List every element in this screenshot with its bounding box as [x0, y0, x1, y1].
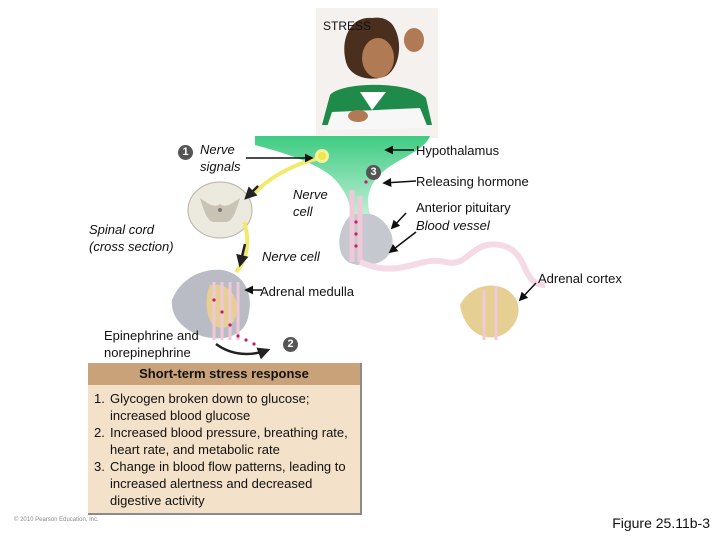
label-epinephrine-norepinephrine: Epinephrine and norepinephrine — [104, 328, 199, 360]
step-2-badge: 2 — [283, 337, 298, 352]
list-item-number: 3. — [94, 459, 105, 474]
list-item-text: Increased blood pressure, breathing rate, heart rate, and metabolic rate — [110, 425, 348, 457]
list-item — [94, 424, 356, 458]
label-blood-vessel: Blood vessel — [416, 218, 490, 233]
response-box-title-bar — [88, 363, 360, 385]
response-box-title: Short-term stress response — [139, 366, 309, 381]
step-1-badge: 1 — [178, 145, 193, 160]
label-adrenal-cortex: Adrenal cortex — [538, 271, 622, 286]
list-item-text: Glycogen broken down to glucose; increased blood glucose — [110, 391, 310, 423]
copyright-notice: © 2010 Pearson Education, Inc. — [14, 517, 99, 523]
hypothalamus-region — [255, 136, 430, 215]
short-term-response-box — [88, 363, 362, 515]
response-list — [94, 390, 356, 509]
list-item — [94, 458, 356, 509]
label-releasing-hormone: Releasing hormone — [416, 174, 529, 189]
label-nerve-signals: Nerve signals — [200, 142, 241, 174]
label-adrenal-medulla: Adrenal medulla — [260, 284, 354, 299]
label-nerve-cell-upper: Nerve cell — [293, 187, 328, 219]
adrenal-gland-cortex — [460, 286, 519, 340]
stress-title: STRESS — [323, 19, 372, 33]
step-3-badge: 3 — [366, 165, 381, 180]
list-item-text: Change in blood flow patterns, leading to increased alertness and decreased digestive activity — [110, 459, 346, 508]
list-item-number: 2. — [94, 425, 105, 440]
label-anterior-pituitary: Anterior pituitary — [416, 200, 511, 215]
label-hypothalamus: Hypothalamus — [416, 143, 500, 158]
list-item — [94, 390, 356, 424]
spinal-cord — [188, 182, 252, 238]
list-item-number: 1. — [94, 391, 105, 406]
label-spinal-cord: Spinal cord (cross section) — [89, 222, 174, 254]
figure-caption: Figure 25.11b-3 — [612, 515, 710, 531]
label-nerve-cell-lower: Nerve cell — [262, 249, 320, 264]
